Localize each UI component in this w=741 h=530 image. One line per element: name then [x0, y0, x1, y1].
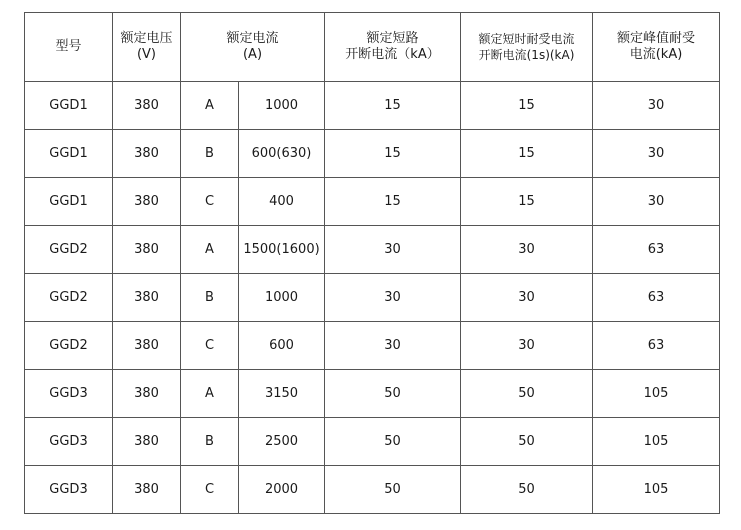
cell-peak: 63	[593, 274, 720, 322]
header-voltage-line-2: (V)	[136, 47, 157, 62]
cell-breaking: 50	[325, 418, 461, 466]
table-header	[25, 13, 720, 82]
cell-grade: B	[181, 130, 239, 178]
cell-current: 1000	[239, 274, 325, 322]
cell-current: 2000	[239, 466, 325, 514]
header-short-time	[461, 13, 593, 82]
cell-voltage: 380	[113, 130, 181, 178]
cell-model: GGD3	[25, 370, 113, 418]
cell-voltage: 380	[113, 274, 181, 322]
cell-model: GGD2	[25, 274, 113, 322]
header-model	[25, 13, 113, 82]
header-peak	[593, 13, 720, 82]
header-current-line-1: 额定电流	[226, 31, 279, 46]
header-peak-line-2: 电流(kA)	[629, 47, 683, 62]
cell-model: GGD3	[25, 466, 113, 514]
cell-grade: C	[181, 322, 239, 370]
cell-model: GGD1	[25, 130, 113, 178]
cell-peak: 105	[593, 370, 720, 418]
header-short-time-line-2: 开断电流(1s)(kA)	[478, 48, 575, 62]
cell-current: 400	[239, 178, 325, 226]
cell-voltage: 380	[113, 178, 181, 226]
cell-breaking: 30	[325, 274, 461, 322]
table-row	[25, 466, 720, 514]
cell-breaking: 15	[325, 130, 461, 178]
table-row	[25, 370, 720, 418]
cell-short-time: 30	[461, 274, 593, 322]
cell-current: 600(630)	[239, 130, 325, 178]
table-body	[25, 82, 720, 514]
header-model-line: 型号	[55, 39, 82, 54]
header-current	[181, 13, 325, 82]
cell-voltage: 380	[113, 322, 181, 370]
cell-voltage: 380	[113, 466, 181, 514]
cell-voltage: 380	[113, 370, 181, 418]
header-breaking-line-2: 开断电流（kA）	[345, 47, 440, 62]
table-row	[25, 226, 720, 274]
cell-grade: A	[181, 82, 239, 130]
table-row	[25, 418, 720, 466]
spec-table	[24, 12, 720, 514]
cell-peak: 105	[593, 418, 720, 466]
cell-breaking: 50	[325, 466, 461, 514]
cell-breaking: 30	[325, 322, 461, 370]
header-row	[25, 13, 720, 82]
cell-peak: 30	[593, 178, 720, 226]
table-row	[25, 322, 720, 370]
cell-current: 3150	[239, 370, 325, 418]
table-row	[25, 178, 720, 226]
cell-short-time: 15	[461, 178, 593, 226]
cell-breaking: 15	[325, 178, 461, 226]
cell-breaking: 15	[325, 82, 461, 130]
cell-model: GGD2	[25, 322, 113, 370]
header-current-line-2: (A)	[242, 47, 263, 62]
header-short-time-line-1: 额定短时耐受电流	[478, 32, 575, 46]
header-peak-line-1: 额定峰值耐受	[617, 31, 696, 46]
cell-current: 2500	[239, 418, 325, 466]
cell-grade: A	[181, 370, 239, 418]
cell-grade: B	[181, 274, 239, 322]
cell-model: GGD1	[25, 178, 113, 226]
cell-short-time: 50	[461, 466, 593, 514]
cell-voltage: 380	[113, 418, 181, 466]
cell-grade: B	[181, 418, 239, 466]
table-row	[25, 82, 720, 130]
cell-peak: 63	[593, 322, 720, 370]
cell-short-time: 50	[461, 370, 593, 418]
cell-short-time: 15	[461, 82, 593, 130]
cell-grade: C	[181, 178, 239, 226]
header-voltage-line-1: 额定电压	[120, 31, 173, 46]
cell-current: 600	[239, 322, 325, 370]
cell-peak: 63	[593, 226, 720, 274]
cell-breaking: 50	[325, 370, 461, 418]
header-breaking-line-1: 额定短路	[366, 31, 419, 46]
cell-short-time: 15	[461, 130, 593, 178]
cell-current: 1000	[239, 82, 325, 130]
cell-breaking: 30	[325, 226, 461, 274]
cell-grade: A	[181, 226, 239, 274]
header-breaking	[325, 13, 461, 82]
table-row	[25, 130, 720, 178]
cell-grade: C	[181, 466, 239, 514]
cell-model: GGD2	[25, 226, 113, 274]
cell-voltage: 380	[113, 226, 181, 274]
cell-voltage: 380	[113, 82, 181, 130]
cell-model: GGD3	[25, 418, 113, 466]
cell-peak: 105	[593, 466, 720, 514]
cell-short-time: 30	[461, 226, 593, 274]
cell-short-time: 30	[461, 322, 593, 370]
header-voltage	[113, 13, 181, 82]
cell-peak: 30	[593, 82, 720, 130]
cell-current: 1500(1600)	[239, 226, 325, 274]
cell-peak: 30	[593, 130, 720, 178]
table-row	[25, 274, 720, 322]
cell-short-time: 50	[461, 418, 593, 466]
cell-model: GGD1	[25, 82, 113, 130]
